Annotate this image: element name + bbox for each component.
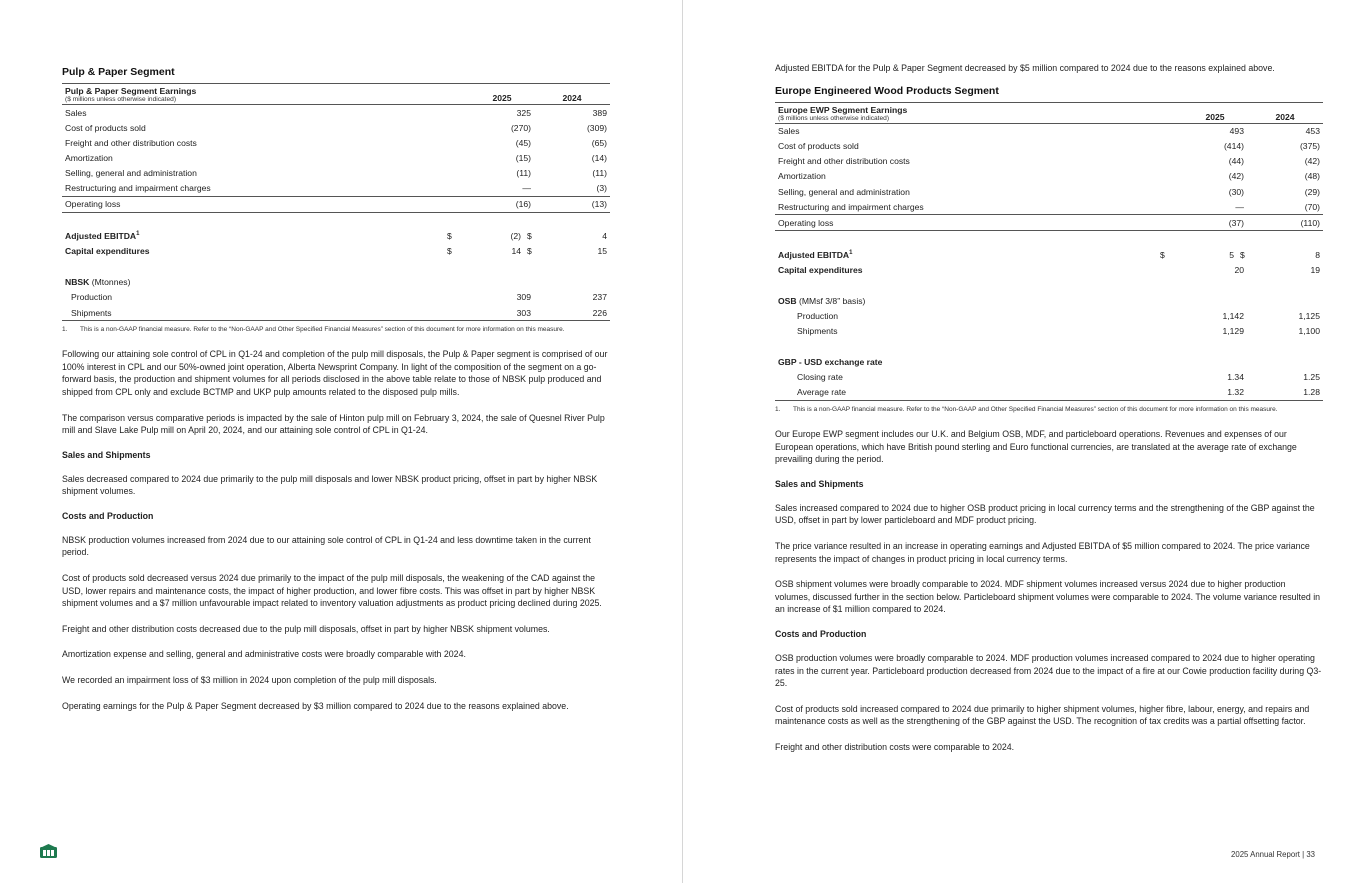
subheading: Sales and Shipments	[775, 478, 864, 489]
table-row: Shipments 1,129 1,100	[797, 326, 1320, 337]
column-header-2024: 2024	[1275, 111, 1295, 122]
table-row-osb-heading: OSB (MMsf 3/8” basis)	[778, 295, 866, 306]
table-row-operating-loss: Operating loss (16) (13)	[62, 196, 610, 213]
table-row: Restructuring and impairment charges — (3)	[65, 183, 607, 194]
table-row-adjusted-ebitda: Adjusted EBITDA$^1$ $ (2) $ 4	[65, 231, 607, 242]
paragraph: The comparison versus comparative periods is impacted by the sale of Hinton pulp mill on February 3, 2024, the sale of Quesnel River Pulp mill and Slave Lake Pulp mill on April 20, 2024, and our attaining sole control of CPL in Q1-24.	[62, 412, 605, 436]
paragraph: Operating earnings for the Pulp & Paper Segment decreased by $3 million compared to 2024 due to the reasons explained above.	[62, 700, 569, 711]
earnings-table	[775, 102, 1323, 401]
paragraph: Cost of products sold decreased versus 2024 due primarily to the impact of the pulp mill disposals, the weakening of the CAD against the USD, lower repairs and maintenance costs, the impact of higher production, and lower fibre costs. This was offset in part by higher NBSK shipment volumes and a $7 million unfavourable impact related to inventory valuation adjustments as product pricing declined during 2025.	[62, 573, 602, 609]
table-row-gbp-heading: GBP - USD exchange rate	[778, 357, 883, 368]
section-title: Europe Engineered Wood Products Segment	[775, 84, 999, 97]
paragraph: Amortization expense and selling, general and administrative costs were broadly comparable with 2024.	[62, 649, 466, 660]
table-subtitle: ($ millions unless otherwise indicated)	[778, 114, 890, 122]
table-row-operating-loss: Operating loss (37) (110)	[775, 214, 1323, 231]
table-title: Europe EWP Segment Earnings	[778, 104, 908, 115]
footnote: 1. This is a non-GAAP financial measure. Refer to the “Non-GAAP and Other Specified Financial Measures” section of this document for more information on this measure.	[775, 406, 1278, 413]
table-row-capital-expenditures: Capital expenditures $ 14 $ 15	[65, 246, 607, 257]
table-row: Freight and other distribution costs (45) (65)	[65, 137, 607, 148]
table-row: Shipments 303 226	[62, 305, 610, 321]
page-divider	[682, 0, 683, 883]
table-row: Production 309 237	[71, 292, 607, 303]
table-header	[775, 103, 1323, 124]
section-title: Pulp & Paper Segment	[62, 66, 175, 78]
table-title: Pulp & Paper Segment Earnings	[65, 86, 197, 96]
table-row: Restructuring and impairment charges — (70)	[778, 201, 1320, 212]
company-logo-icon	[40, 844, 57, 858]
paragraph: Cost of products sold increased compared to 2024 due primarily to higher shipment volumes, higher fibre, labour, energy, and repairs and maintenance costs as well as the strengthening of the GBP against the USD. The recognition of tax credits was a partial offsetting factor.	[775, 703, 1310, 727]
table-row-capital-expenditures: Capital expenditures 20 19	[778, 264, 1320, 275]
table-row-adjusted-ebitda: Adjusted EBITDA$^1$ $ 5 $ 8	[778, 249, 1320, 260]
paragraph: The price variance resulted in an increase in operating earnings and Adjusted EBITDA of $5 million compared to 2024. The price variance represents the impact of changes in product pricing in local currency terms.	[775, 540, 1310, 564]
paragraph: Following our attaining sole control of CPL in Q1-24 and completion of the pulp mill disposals, the Pulp & Paper segment is comprised of our 100% interest in CPL and our 50%-owned joint operation, Alberta Newsprint Company. In light of the composition of the segment on a go-forward basis, the production and shipment volumes for all periods disclosed in the above table relate to those of NBSK pulp produced and shipped from CPL only and exclude BCTMP and UKP pulp amounts related to the disposed pulp mills.	[62, 349, 608, 397]
paragraph: NBSK production volumes increased from 2024 due to our attaining sole control of CPL in Q1-24 and less downtime taken in the current period.	[62, 534, 591, 558]
column-header-2025: 2025	[492, 93, 512, 103]
table-row-nbsk-heading: NBSK (Mtonnes)	[65, 277, 131, 288]
table-row: Production 1,142 1,125	[797, 311, 1320, 322]
table-row: Average rate 1.32 1.28	[775, 385, 1323, 401]
table-row: Cost of products sold (270) (309)	[65, 122, 607, 133]
table-row: Amortization (15) (14)	[65, 152, 607, 163]
paragraph: Adjusted EBITDA for the Pulp & Paper Segment decreased by $5 million compared to 2024 due to the reasons explained above.	[775, 63, 1275, 73]
table-header	[62, 84, 610, 105]
table-row: Selling, general and administration (30) (29)	[778, 186, 1320, 197]
subheading: Costs and Production	[62, 510, 154, 521]
table-row: Sales 325 389	[65, 107, 607, 118]
column-header-2024: 2024	[562, 93, 582, 103]
table-row: Amortization (42) (48)	[778, 171, 1320, 182]
column-header-2025: 2025	[1205, 111, 1225, 122]
paragraph: We recorded an impairment loss of $3 million in 2024 upon completion of the pulp mill disposals.	[62, 675, 437, 686]
paragraph: OSB shipment volumes were broadly comparable to 2024. MDF shipment volumes increased versus 2024 due to higher production volumes, discussed further in the section below. Particleboard shipment volumes were comparable to 2024. The volume variance resulted in an increase of $1 million compared to 2024.	[775, 579, 1321, 615]
subheading: Costs and Production	[775, 628, 867, 639]
paragraph: Sales increased compared to 2024 due to higher OSB product pricing in local currency terms and the strengthening of the GBP against the USD, offset in part by lower particleboard and MDF product pricing.	[775, 502, 1315, 526]
earnings-table	[62, 83, 610, 321]
table-row: Selling, general and administration (11) (11)	[65, 167, 607, 178]
paragraph: OSB production volumes were broadly comparable to 2024. MDF production volumes increased compared to 2024 due to higher operating rates in the current year. Particleboard production decreased from 2024 due to the impact of a fire at our Cowie production facility during Q3-25.	[775, 652, 1322, 689]
table-row: Freight and other distribution costs (44) (42)	[778, 156, 1320, 167]
left-page	[62, 62, 610, 725]
table-row: Cost of products sold (414) (375)	[778, 141, 1320, 152]
paragraph: Freight and other distribution costs were comparable to 2024.	[775, 741, 1015, 752]
paragraph: Sales decreased compared to 2024 due primarily to the pulp mill disposals and lower NBSK product pricing, offset in part by higher NBSK shipment volumes.	[62, 473, 598, 497]
paragraph: Freight and other distribution costs decreased due to the pulp mill disposals, offset in part by higher NBSK shipment volumes.	[62, 623, 550, 634]
paragraph: Our Europe EWP segment includes our U.K. and Belgium OSB, MDF, and particleboard operations. Revenues and expenses of our European operations, which have British pound sterling and Euro functional currencies, are translated at the average rate of exchange prevailing during the period.	[775, 429, 1297, 465]
footnote: 1. This is a non-GAAP financial measure. Refer to the “Non-GAAP and Other Specified Financial Measures” section of this document for more information on this measure.	[62, 326, 565, 334]
table-subtitle: ($ millions unless otherwise indicated)	[65, 96, 177, 103]
table-row: Closing rate 1.34 1.25	[797, 372, 1320, 383]
subheading: Sales and Shipments	[62, 449, 151, 460]
page-number: 2025 Annual Report | 33	[1231, 850, 1315, 859]
right-page	[775, 62, 1323, 767]
table-row: Sales 493 453	[778, 126, 1320, 137]
